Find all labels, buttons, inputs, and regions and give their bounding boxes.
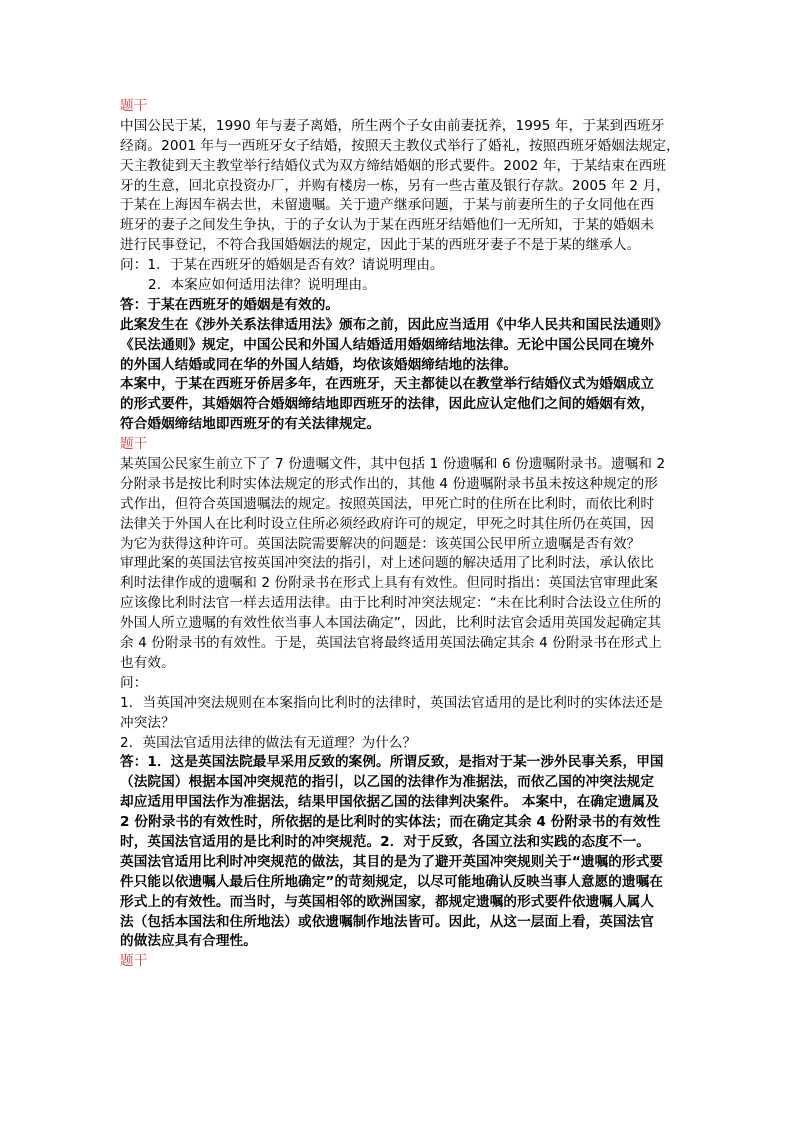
text-line: 外国人所立遗嘱的有效性依当事人本国法确定”，因此，比利时法官会适用英国发起确定其: [120, 615, 662, 632]
questions: [120, 694, 678, 754]
answer-line: 形式上的有效性。而当时，与英国相邻的欧洲国家，都规定遗嘱的形式要件依遗嘱人属人: [120, 893, 655, 910]
text-line: 牙的生意，回北京投资办厂，并购有楼房一栋，另有一些古董及银行存款。2005 年 2 月，: [120, 177, 670, 194]
question-1: 问：1．于某在西班牙的婚姻是否有效？请说明理由。: [120, 257, 444, 274]
answer-line: 时，英国法官适用的是比利时的冲突规范。2．对于反致，各国立法和实践的态度不一。: [120, 833, 650, 850]
answer-text: [120, 296, 678, 435]
question-line: 2．英国法官适用法律的做法有无道理？为什么？: [120, 734, 417, 751]
answer-text: [120, 753, 678, 952]
answer-line: 答：1．这是英国法院最早采用反致的案例。所谓反致，是指对于某一涉外民事关系，甲国: [120, 754, 664, 771]
text-line: 某英国公民家生前立下了 7 份遗嘱文件，其中包括 1 份遗嘱和 6 份遗嘱附录书。遗嘱和 2: [120, 456, 666, 473]
answer-line: 的形式要件，其婚姻符合婚姻缔结地即西班牙的法律，因此应认定他们之间的婚姻有效，: [120, 396, 655, 413]
answer-line: （法院国）根据本国冲突规范的指引，以乙国的法律作为准据法，而依乙国的冲突法规定: [120, 774, 655, 791]
text-line: 分附录书是按比利时实体法规定的形式作出的，其他 4 份遗嘱附录书虽未按这种规定的形: [120, 475, 658, 492]
answer-line: 的做法应具有合理性。: [120, 933, 257, 950]
question-line: 1．当英国冲突法规则在本案指向比利时的法律时，英国法官适用的是比利时的实体法还是: [120, 694, 663, 711]
text-line: 余 4 份附录书的有效性。于是，英国法官将最终适用英国法确定其余 4 份附录书在形式上: [120, 635, 662, 652]
answer-line: 符合婚姻缔结地即西班牙的有关法律规定。: [120, 416, 381, 433]
case-text: [120, 455, 678, 674]
section-heading: 题干: [120, 98, 148, 114]
section-2: [120, 435, 678, 952]
text-line: 班牙的妻子之间发生争执，于的子女认为于某在西班牙结婚他们一无所知，于某的婚姻未: [120, 217, 655, 234]
question-line: 冲突法？: [120, 714, 175, 731]
text-line: 于某在上海因车祸去世，未留遗嘱。关于遗产继承问题，于某与前妻所生的子女同他在西: [120, 197, 655, 214]
answer-line: 却应适用甲国法作为准据法，结果甲国依据乙国的法律判决案件。 本案中，在确定遗属及: [120, 794, 659, 811]
answer-line: 此案发生在《涉外关系法律适用法》颁布之前，因此应当适用《中华人民共和国民法通则》: [120, 316, 668, 333]
document-page: [120, 97, 678, 972]
text-line: 经商。2001 年与一西班牙女子结婚，按照天主教仪式举行了婚礼，按照西班牙婚姻法规定，: [120, 137, 680, 154]
text-line: 中国公民于某，1990 年与妻子离婚，所生两个子女由前妻抚养，1995 年，于某到西班牙: [120, 117, 665, 134]
answer-line: 本案中，于某在西班牙侨居多年，在西班牙，天主都徒以在教堂举行结婚仪式为婚姻成立: [120, 376, 655, 393]
answer-line: 件只能以依遗嘱人最后住所地确定”的苛刻规定，以尽可能地确认反映当事人意愿的遗嘱在: [120, 873, 664, 890]
text-line: 法律关于外国人在比利时设立住所必须经政府许可的规定，甲死之时其住所仍在英国，因: [120, 515, 655, 532]
answer-line: 的外国人结婚或同在华的外国人结婚，均依该婚姻缔结地的法律。: [120, 356, 518, 373]
section-1: [120, 97, 678, 435]
answer-line: 《民法通则》规定，中国公民和外国人结婚适用婚姻缔结地法律。无论中国公民同在境外: [120, 336, 655, 353]
text-line: 应该像比利时法官一样去适用法律。由于比利时冲突法规定：“未在比利时合法设立住所的: [120, 595, 662, 612]
ask-label: 问：: [120, 674, 148, 691]
text-line: 进行民事登记，不符合我国婚姻法的规定，因此于某的西班牙妻子不是于某的继承人。: [120, 237, 641, 254]
text-line: 式作出，但符合英国遗嘱法的规定。按照英国法，甲死亡时的住所在比利时，而依比利时: [120, 495, 655, 512]
text-line: 天主教徒到天主教堂举行结婚仪式为双方缔结婚姻的形式要件。2002 年，于某结束在西班: [120, 157, 667, 174]
text-line: 利时法律作成的遗嘱和 2 份附录书在形式上具有有效性。但同时指出：英国法官审理此案: [120, 575, 658, 592]
case-text: [120, 117, 678, 256]
answer-line: 法（包括本国法和住所地法）或依遗嘱制作地法皆可。因此，从这一层面上看，英国法官: [120, 913, 655, 930]
answer-line: 英国法官适用比利时冲突规范的做法，其目的是为了避开英国冲突规则关于“遗嘱的形式要: [120, 853, 664, 870]
answer-line: 答：于某在西班牙的婚姻是有效的。: [120, 296, 340, 313]
section-3: [120, 952, 678, 972]
question-2: 2．本案应如何适用法律？说明理由。: [148, 277, 376, 294]
text-line: 审理此案的英国法官按英国冲突法的指引，对上述问题的解决适用了比利时法，承认依比: [120, 555, 655, 572]
text-line: 为它为获得这种许可。英国法院需要解决的问题是：该英国公民甲所立遗嘱是否有效？: [120, 535, 641, 552]
section-heading: 题干: [120, 436, 148, 453]
section-heading: 题干: [120, 953, 148, 970]
text-line: 也有效。: [120, 654, 175, 671]
answer-line: 2 份附录书的有效性时，所依据的是比利时的实体法；而在确定其余 4 份附录书的有效性: [120, 814, 661, 831]
